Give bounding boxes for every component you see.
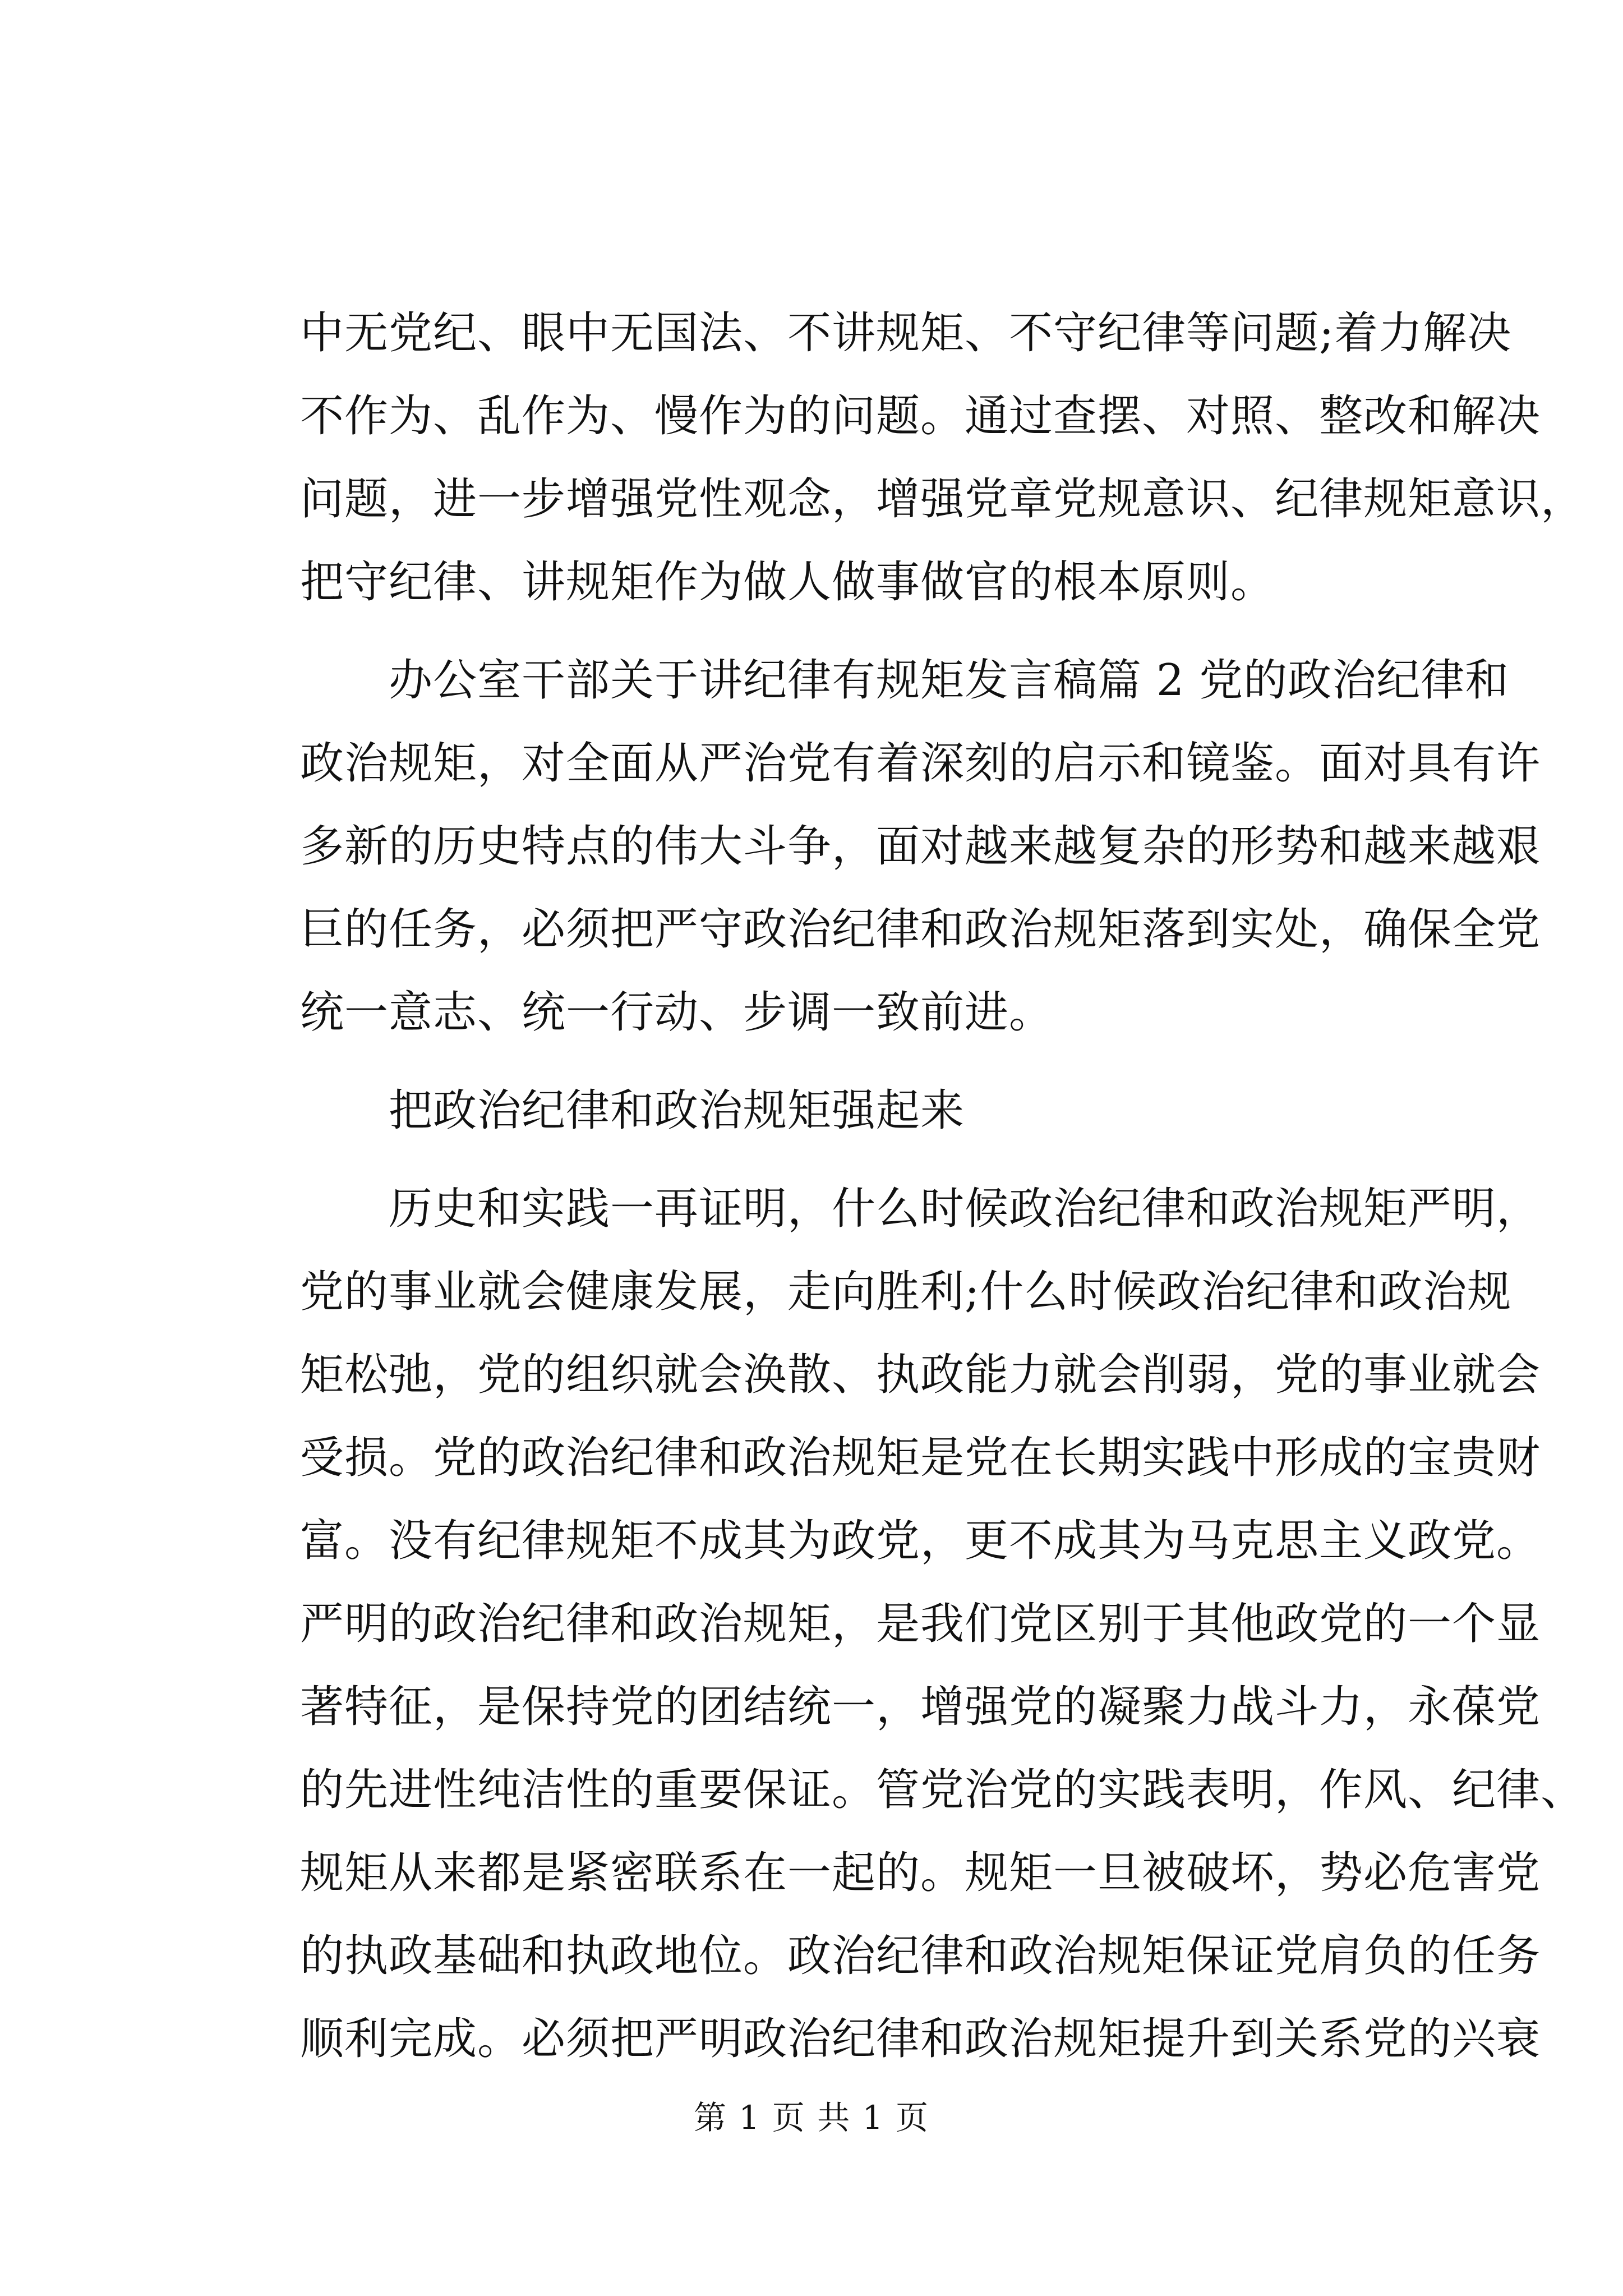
text-line: 顺利完成。必须把严明政治纪律和政治规矩提升到关系党的兴衰 <box>300 2014 1541 2064</box>
text-line: 中无党纪、眼中无国法、不讲规矩、不守纪律等问题;着力解决 <box>300 308 1512 358</box>
text-line: 问题，进一步增强党性观念，增强党章党规意识、纪律规矩意识， <box>300 474 1585 524</box>
text-line: 政治规矩，对全面从严治党有着深刻的启示和镜鉴。面对具有许 <box>300 738 1541 789</box>
text-line: 规矩从来都是紧密联系在一起的。规矩一旦被破坏，势必危害党 <box>300 1848 1541 1898</box>
section-heading <box>300 1069 1413 1152</box>
text-line: 办公室干部关于讲纪律有规矩发言稿篇 2 党的政治纪律和 <box>389 655 1510 706</box>
text-line: 著特征，是保持党的团结统一，增强党的凝聚力战斗力，永葆党 <box>300 1682 1541 1732</box>
section-heading-text: 把政治纪律和政治规矩强起来 <box>389 1085 965 1136</box>
paragraph-1 <box>300 292 1585 624</box>
text-line: 巨的任务，必须把严守政治纪律和政治规矩落到实处，确保全党 <box>300 904 1541 955</box>
text-line: 严明的政治纪律和政治规矩，是我们党区别于其他政党的一个显 <box>300 1599 1541 1649</box>
text-line: 党的事业就会健康发展，走向胜利;什么时候政治纪律和政治规 <box>300 1267 1512 1317</box>
document-body <box>300 292 1585 2081</box>
text-line: 受损。党的政治纪律和政治规矩是党在长期实践中形成的宝贵财 <box>300 1433 1541 1483</box>
paragraph-3 <box>300 1167 1585 2081</box>
text-line: 矩松弛，党的组织就会涣散、执政能力就会削弱，党的事业就会 <box>300 1350 1541 1400</box>
text-line: 历史和实践一再证明，什么时候政治纪律和政治规矩严明， <box>389 1184 1541 1234</box>
text-line: 的先进性纯洁性的重要保证。管党治党的实践表明，作风、纪律、 <box>300 1765 1585 1815</box>
text-line: 不作为、乱作为、慢作为的问题。通过查摆、对照、整改和解决 <box>300 391 1541 441</box>
page-footer: 第 1 页 共 1 页 <box>694 2099 929 2137</box>
text-line: 富。没有纪律规矩不成其为政党，更不成其为马克思主义政党。 <box>300 1516 1541 1566</box>
paragraph-2 <box>300 639 1541 1054</box>
text-line: 把守纪律、讲规矩作为做人做事做官的根本原则。 <box>300 557 1275 608</box>
text-line: 统一意志、统一行动、步调一致前进。 <box>300 987 1054 1038</box>
text-line: 的执政基础和执政地位。政治纪律和政治规矩保证党肩负的任务 <box>300 1931 1541 1981</box>
text-line: 多新的历史特点的伟大斗争，面对越来越复杂的形势和越来越艰 <box>300 821 1541 872</box>
